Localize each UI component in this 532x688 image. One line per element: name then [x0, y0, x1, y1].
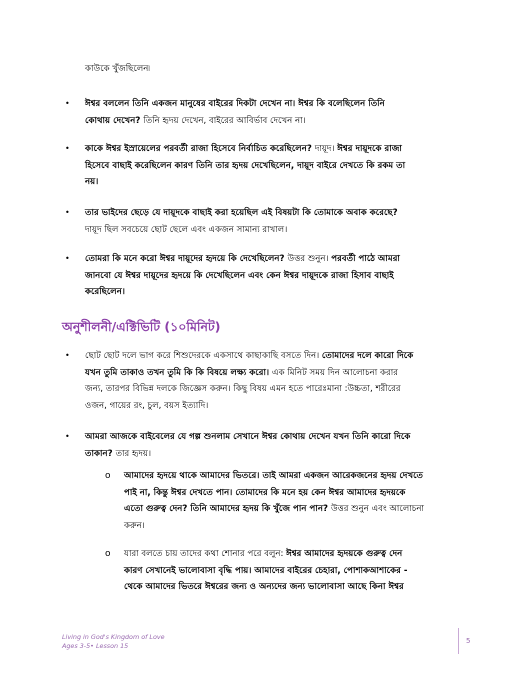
bullet-line — [85, 141, 402, 158]
bullet-marker: • — [65, 254, 70, 263]
bullet-line — [85, 381, 401, 398]
bullet-marker: • — [65, 144, 70, 153]
bullet-line — [85, 158, 405, 175]
bullet-marker: • — [65, 351, 70, 360]
bold-text: আমরা আজকে বাইবেলের যে গল্প শুনলাম সেখানে ঈশ্বর কোথায় দেখেন যখন তিনি কারো দিকে — [85, 432, 411, 442]
activity-heading: অনুশীলনী/এক্টিভিটি (১০মিনিট) — [62, 319, 221, 334]
bullet-line — [85, 174, 98, 191]
bold-text: তোমরা কি মনে করো ঈশ্বর দায়ূদের হৃদয়ে কি দেখেছিলেন? — [85, 254, 288, 264]
intro-text: কাউকে খুঁজছিলেন৷ — [85, 64, 150, 74]
bold-text: তার ভাইদের ছেড়ে যে দায়ূদকে বাছাই করা হয়েছিল এই বিষয়টা কি তোমাকে অবাক করেছে? — [85, 208, 398, 218]
bullet-line — [85, 348, 413, 365]
bullet-line — [124, 468, 423, 485]
bullet-line — [85, 96, 385, 113]
bold-text: কাকে ঈশ্বর ইস্রায়েলের পরবর্তী রাজা হিসেবে নির্বাচিত করেছিলেন? — [85, 144, 315, 154]
plain-text: ওজন, গায়ের রং, চুল, বয়স ইত্যাদি। — [85, 400, 209, 411]
plain-text: করুন। — [124, 520, 145, 531]
bullet-marker: • — [65, 432, 70, 441]
bold-text: তোমাদের দলে কারো দিকে — [321, 351, 414, 361]
bold-text: পাই না, কিন্তু ঈশ্বর দেখতে পান। তোমাদের কি মনে হয় কেন ঈশ্বর আমাদের হৃদয়কে — [124, 487, 406, 498]
footer-title: Living in God's Kingdom of Love — [62, 633, 165, 641]
bullet-line — [85, 113, 306, 130]
bullet-line — [85, 398, 208, 415]
bold-text: ঈশ্বর আমাদের হৃদয়কে গুরুত্ব দেন — [286, 549, 403, 559]
bullet-line — [124, 563, 407, 580]
bullet-line — [85, 268, 394, 285]
plain-text: তিনি হৃদয় দেখেন, বাইরের আবির্ভাব দেখেন না। — [143, 115, 306, 126]
footer-lesson: Ages 3-5• Lesson 15 — [62, 642, 129, 650]
bullet-line — [85, 205, 398, 222]
bold-text: যখন তুমি তাকাও তখন তুমি কি কি বিষয়ে লক্ষ্য করো। — [85, 367, 273, 378]
bold-text: হিসেবে বাছাই করেছিলেন কারণ তিনি তার হৃদয় দেখেছিলেন, দায়ূদ বাইরে দেখতে কি রকম তা — [85, 160, 406, 171]
bold-text: তাকান? — [85, 448, 116, 459]
bold-text: পরবর্তী পাঠে আমরা — [331, 254, 400, 264]
bullet-line — [124, 579, 404, 596]
bullet-line — [124, 485, 405, 502]
bullet-marker: • — [65, 208, 70, 217]
plain-text: যারা বলতে চায় তাদের কথা শোনার পরে বলুন: — [124, 549, 287, 559]
bullet-line — [124, 546, 402, 563]
bullet-line — [85, 222, 287, 239]
bold-text: করেছিলেন। — [85, 287, 125, 297]
bold-text: কারণ সেখানেই ভালোবাসা বৃদ্ধি পায়। আমাদের বাইরের চেহারা, পোশাকআশাকের - — [124, 565, 408, 576]
footer-divider — [458, 628, 459, 654]
bold-text: থেকে আমাদের ভিতরে ঈশ্বরের জন্য ও অন্যদের জন্য ভালোবাসা আছে কিনা ঈশ্বর — [124, 582, 404, 592]
plain-text: তার হৃদয়। — [115, 448, 152, 459]
bullet-line — [85, 429, 410, 446]
plain-text: উত্তর শুনুন এবং আলোচনা — [330, 504, 425, 514]
plain-text: এক মিনিট সময় দিন আলোচনা করার — [272, 367, 398, 378]
bold-text: জানবো যে ঈশ্বর দায়ূদের হৃদয়ে কি দেখেছিলেন এবং কেন ঈশ্বর দায়ূদকে রাজা হিসাব বাছাই — [85, 270, 394, 281]
bullet-line — [85, 251, 400, 268]
bold-text: ঈশ্বর দায়ূদকে রাজা — [337, 144, 402, 154]
bold-text: কোথায় দেখেন? — [85, 115, 144, 126]
bullet-line — [124, 518, 145, 535]
bullet-marker: o — [105, 471, 111, 481]
bullet-line — [85, 284, 125, 301]
bullet-line — [85, 365, 398, 382]
bold-text: এতো গুরুত্ব দেন? তিনি আমাদের হৃদয় কি খুঁজে পান পান? — [124, 504, 331, 514]
plain-text: দায়ূদ ছিল সবচেয়ে ছোট ছেলে এবং একজন সামান্য রাখাল। — [85, 224, 288, 235]
bold-text: নয়। — [85, 177, 99, 187]
plain-text: জন্য, তারপর বিভিন্ন দলকে জিজ্ঞেস করুন। কিছু বিষয় এমন হতে পারেঃমানা :উচ্চতা, শরীরের — [85, 384, 401, 394]
page-number: 5 — [466, 637, 471, 645]
plain-text: উত্তর শুনুন। — [287, 254, 332, 264]
bullet-line — [85, 446, 151, 463]
plain-text: দায়ূদ। — [314, 144, 338, 154]
bold-text: আমাদের হৃদয়ে থাকে আমাদের ভিতরে। তাই আমরা একজন আরেকজনের হৃদয় দেখতে — [124, 471, 423, 481]
bullet-line — [124, 501, 424, 518]
bullet-marker: o — [105, 549, 111, 559]
plain-text: ছোট ছোট দলে ভাগ করে শিশুদেরকে একসাথে কাছাকাছি বসতে দিন। — [85, 351, 322, 361]
bullet-marker: • — [65, 99, 70, 108]
bold-text: ঈশ্বর বললেন তিনি একজন মানুষের বাইরের দিকটা দেখেন না। ঈশ্বর কি বলেছিলেন তিনি — [85, 99, 385, 109]
